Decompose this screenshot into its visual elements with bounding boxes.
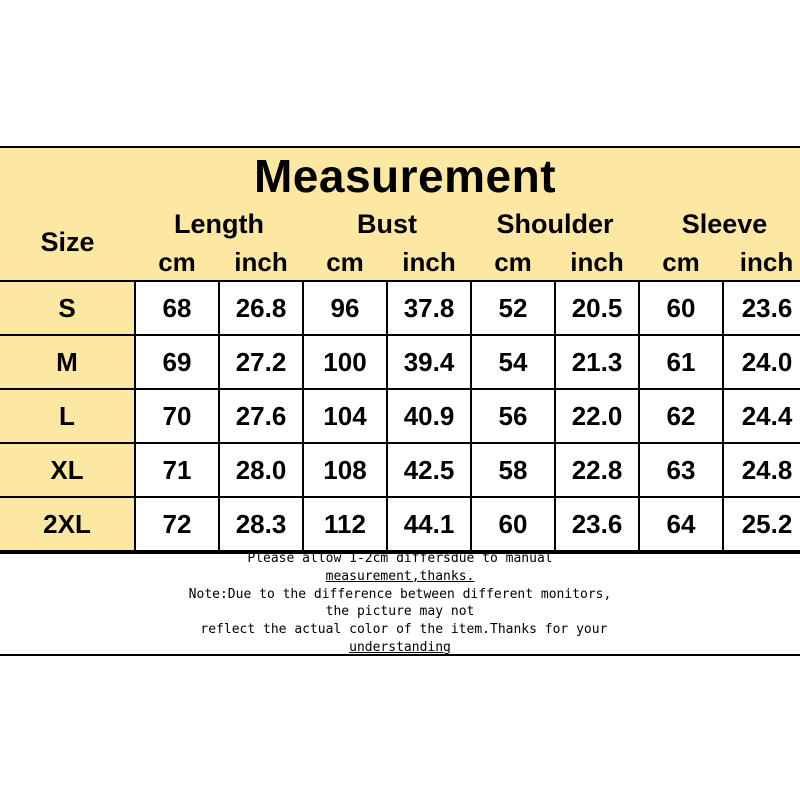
size-column-header: Size: [0, 204, 135, 281]
unit-header-inch: inch: [219, 244, 303, 281]
measurement-cell: 68: [135, 281, 219, 335]
size-label-cell: XL: [0, 443, 135, 497]
table-body: [0, 281, 800, 551]
metric-header-shoulder: Shoulder: [471, 204, 639, 244]
measurement-cell: 60: [639, 281, 723, 335]
measurement-cell: 28.3: [219, 497, 303, 551]
unit-header-inch: inch: [387, 244, 471, 281]
size-chart: [0, 146, 800, 554]
metric-header-bust: Bust: [303, 204, 471, 244]
measurement-cell: 23.6: [723, 281, 800, 335]
measurement-cell: 70: [135, 389, 219, 443]
unit-header-cm: cm: [135, 244, 219, 281]
table-row: [0, 389, 800, 443]
size-table: [0, 148, 800, 552]
table-row: [0, 335, 800, 389]
measurement-cell: 100: [303, 335, 387, 389]
measurement-cell: 60: [471, 497, 555, 551]
measurement-cell: 26.8: [219, 281, 303, 335]
measurement-cell: 71: [135, 443, 219, 497]
measurement-cell: 25.2: [723, 497, 800, 551]
measurement-cell: 40.9: [387, 389, 471, 443]
size-label-cell: M: [0, 335, 135, 389]
note-line: the picture may not: [325, 604, 475, 620]
measurement-cell: 72: [135, 497, 219, 551]
measurement-cell: 27.2: [219, 335, 303, 389]
measurement-cell: 69: [135, 335, 219, 389]
measurement-cell: 104: [303, 389, 387, 443]
measurement-cell: 24.0: [723, 335, 800, 389]
size-label-cell: L: [0, 389, 135, 443]
unit-header-inch: inch: [723, 244, 800, 281]
measurement-cell: 24.4: [723, 389, 800, 443]
note-line: Please allow 1-2cm differsdue to manual: [247, 551, 553, 566]
measurement-cell: 61: [639, 335, 723, 389]
measurement-cell: 56: [471, 389, 555, 443]
table-row: [0, 281, 800, 335]
metric-header-sleeve: Sleeve: [639, 204, 800, 244]
measurement-cell: 22.0: [555, 389, 639, 443]
unit-header-cm: cm: [639, 244, 723, 281]
size-label-cell: S: [0, 281, 135, 335]
measurement-cell: 96: [303, 281, 387, 335]
measurement-cell: 64: [639, 497, 723, 551]
measurement-cell: 52: [471, 281, 555, 335]
measurement-cell: 23.6: [555, 497, 639, 551]
measurement-cell: 54: [471, 335, 555, 389]
measurement-cell: 44.1: [387, 497, 471, 551]
chart-title: Measurement: [0, 148, 800, 204]
note-line: Note:Due to the difference between different monitors,: [188, 586, 612, 602]
measurement-cell: 24.8: [723, 443, 800, 497]
note-line: reflect the actual color of the item.Thanks for your: [192, 622, 608, 638]
measurement-cell: 42.5: [387, 443, 471, 497]
unit-header-cm: cm: [303, 244, 387, 281]
measurement-cell: 22.8: [555, 443, 639, 497]
measurement-cell: 58: [471, 443, 555, 497]
title-row: [0, 148, 800, 204]
disclaimer-note: [0, 550, 800, 656]
unit-header-inch: inch: [555, 244, 639, 281]
measurement-cell: 62: [639, 389, 723, 443]
note-line: understanding: [349, 639, 451, 655]
measurement-cell: 112: [303, 497, 387, 551]
note-line: measurement,thanks.: [325, 568, 475, 584]
measurement-cell: 63: [639, 443, 723, 497]
measurement-cell: 21.3: [555, 335, 639, 389]
unit-header-cm: cm: [471, 244, 555, 281]
measurement-cell: 37.8: [387, 281, 471, 335]
measurement-cell: 28.0: [219, 443, 303, 497]
metric-header-row: [0, 204, 800, 244]
measurement-cell: 108: [303, 443, 387, 497]
measurement-cell: 39.4: [387, 335, 471, 389]
measurement-cell: 27.6: [219, 389, 303, 443]
table-row: [0, 497, 800, 551]
measurement-cell: 20.5: [555, 281, 639, 335]
metric-header-length: Length: [135, 204, 303, 244]
table-row: [0, 443, 800, 497]
size-label-cell: 2XL: [0, 497, 135, 551]
